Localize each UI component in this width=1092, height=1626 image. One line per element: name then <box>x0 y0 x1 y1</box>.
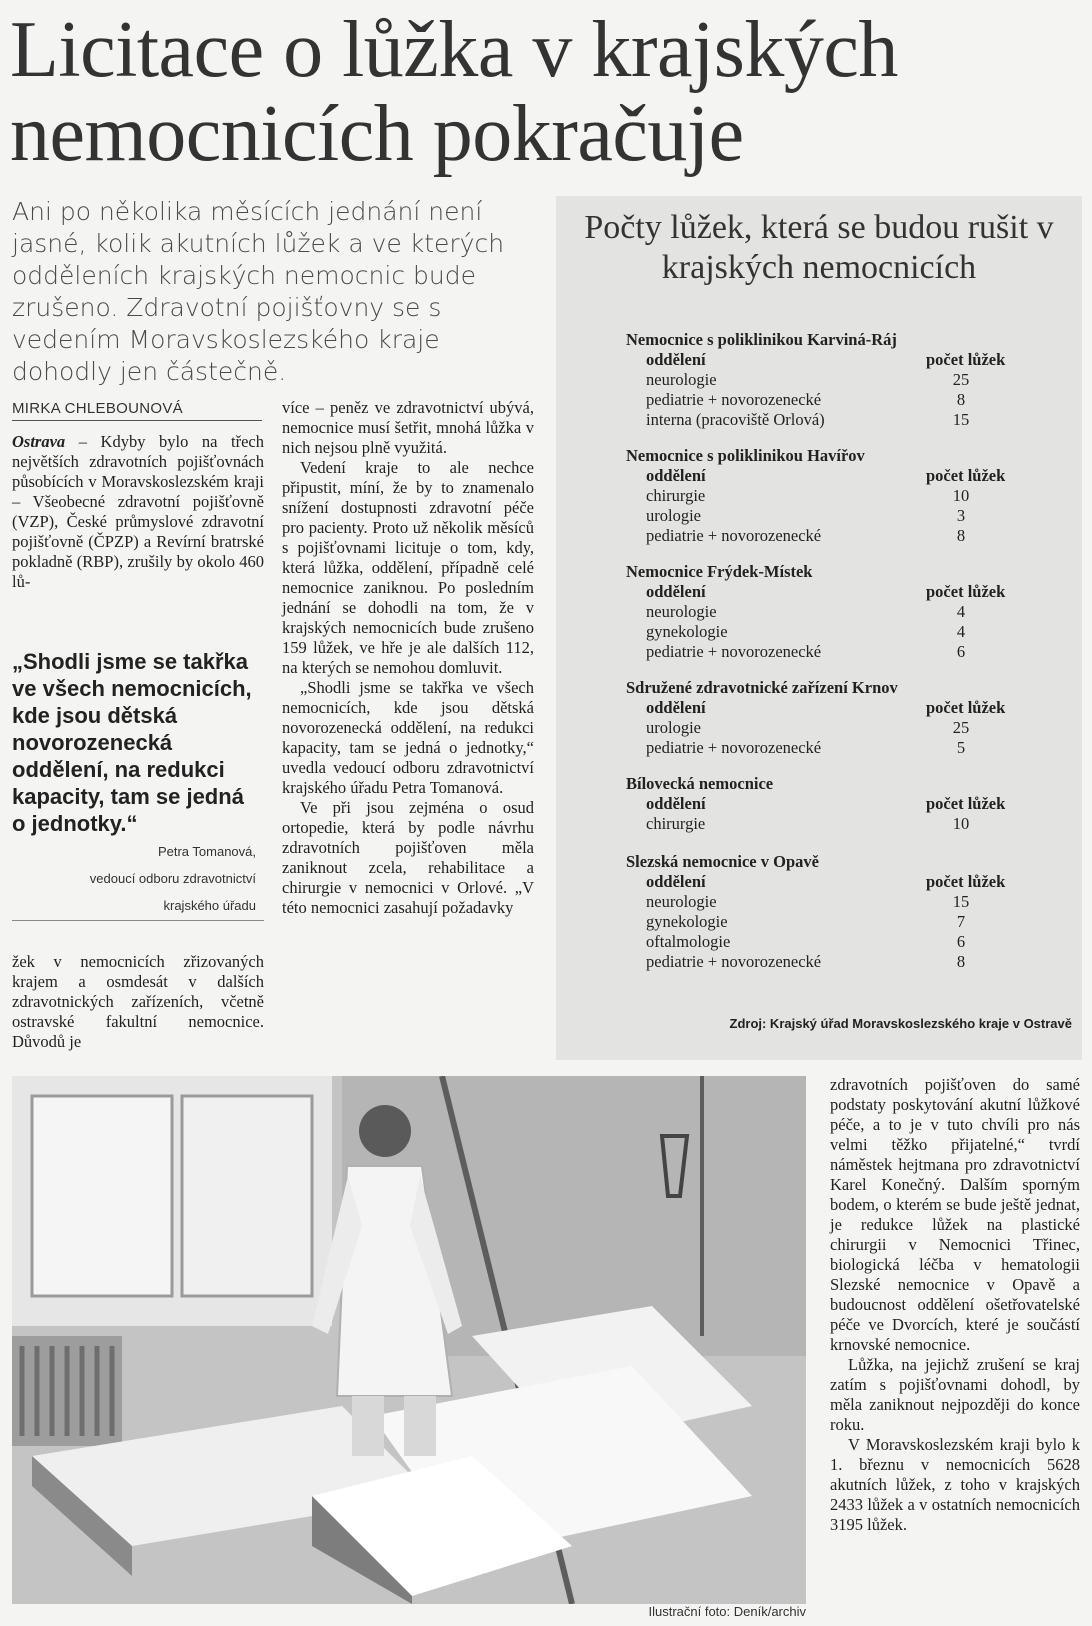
table-row: urologie 25 <box>646 718 970 737</box>
quote-author: Petra Tomanová, <box>157 844 256 859</box>
column-2-paragraph: Vedení kraje to ale nechce připustit, míní, že by to znamenalo snížení dostupnosti zdravotní péče pro pacienty. Proto už několik měsíců s pojišťovnami licituje o tom, kdy, která lůžka, oddělení, případně celé nemocnice zaniknou. Po posledním jednání se dohodli na tom, že v krajských nemocnicích bude zrušeno 159 lůžek, ve hře je ale dalších 112, na kterých se nemohou domluvit. <box>282 458 534 677</box>
hospital-name: Nemocnice s poliklinikou Havířov <box>626 446 865 465</box>
table-row: urologie 3 <box>646 506 966 525</box>
table-row: neurologie 15 <box>646 892 970 911</box>
hospital-name: Slezská nemocnice v Opavě <box>626 852 819 871</box>
table-header: oddělení počet lůžek <box>646 794 1006 813</box>
column-2-paragraph: „Shodli jsme se takřka ve všech nemocnicích, kde jsou dětská novorozenecká oddělení, na redukci kapacity, tam se jedná o jednotky,“ uvedla vedoucí odboru zdravotnictví krajského úřadu Petra Tomanová. <box>282 678 534 797</box>
hospital-name: Nemocnice s poliklinikou Karviná-Ráj <box>626 330 897 349</box>
sidebar-source: Zdroj: Krajský úřad Moravskoslezského kraje v Ostravě <box>729 1016 1072 1031</box>
table-row: chirurgie 10 <box>646 814 970 833</box>
table-row: pediatrie + novorozenecké 6 <box>646 642 966 661</box>
hospital-block <box>626 562 1056 662</box>
table-row: chirurgie 10 <box>646 486 970 505</box>
table-row: neurologie 25 <box>646 370 970 389</box>
table-header: oddělení počet lůžek <box>646 582 1006 601</box>
table-row: neurologie 4 <box>646 602 966 621</box>
hospital-name: Bílovecká nemocnice <box>626 774 774 793</box>
column-2-paragraph: více – peněz ve zdravotnictví ubývá, nemocnice musí šetřit, mnohá lůžka v nich nejsou plně využitá. <box>282 398 534 457</box>
hospital-block <box>626 852 1056 972</box>
table-row: pediatrie + novorozenecké 8 <box>646 390 966 409</box>
dateline-place: Ostrava <box>12 432 66 451</box>
divider <box>12 920 264 921</box>
column-3-paragraph: Lůžka, na jejichž zrušení se kraj zatím s pojišťovnami dohodl, by měla zaniknout nejpozději do konce roku. <box>830 1355 1080 1434</box>
photo-caption: Ilustrační foto: Deník/archiv <box>648 1604 806 1619</box>
table-row: pediatrie + novorozenecké 5 <box>646 738 966 757</box>
byline: MIRKA CHLEBOUNOVÁ <box>12 400 262 421</box>
table-header: oddělení počet lůžek <box>646 350 1006 369</box>
article-column-3 <box>830 1075 1080 1535</box>
hospital-block <box>626 774 1056 834</box>
table-header: oddělení počet lůžek <box>646 466 1006 485</box>
quote-role-2: krajského úřadu <box>163 898 256 913</box>
lead-paragraph: Ani po několika měsících jednání není jasné, kolik akutních lůžek a ve kterých odděleních krajských nemocnic bude zrušeno. Zdravotní pojišťovny se s vedením Moravskoslezského kraje dohodly jen částečně. <box>12 197 505 386</box>
hospital-block <box>626 330 1056 430</box>
column-1-continued-text: žek v nemocnicích zřizovaných krajem a osmdesát v dalších zdravotnických zařízeních, včetně ostravské fakultní nemocnice. Důvodů je <box>12 952 264 1051</box>
column-2-paragraph: Ve při jsou zejména o osud ortopedie, která by podle návrhu zdravotních pojišťoven měla zaniknout zcela, rehabilitace a chirurgie v nemocnici v Orlové. „V této nemocnici zasahují požadavky <box>282 798 534 917</box>
hospital-block <box>626 678 1056 758</box>
table-row: gynekologie 4 <box>646 622 966 641</box>
pull-quote-attribution <box>12 838 256 919</box>
table-row: pediatrie + novorozenecké 8 <box>646 526 966 545</box>
hospital-room-photo <box>12 1076 806 1604</box>
column-1-text: – Kdyby bylo na třech největších zdravotních pojišťovnách působících v Moravskoslezském kraji – Všeobecné zdravotní pojišťovně (VZP), České průmyslové zdravotní pojišťovně (ČPZP) a Revírní bratrské pokladně (RBP), zrušily by okolo 460 lů- <box>12 432 264 591</box>
column-3-paragraph: zdravotních pojišťoven do samé podstaty poskytování akutní lůžkové péče, a to je v tuto chvíli pro nás velmi těžko přijatelné,“ tvrdí náměstek hejtmana pro zdravotnictví Karel Konečný. Dalším sporným bodem, o kterém se bude ještě jednat, je redukce lůžek na plastické chirurgii v Nemocnici Třinec, biologická léčba v hematologii Slezské nemocnice v Opavě a budoucnost oddělení ošetřovatelské péče ve Dvorcích, které je součástí krnovské nemocnice. <box>830 1075 1080 1354</box>
photo-illustration <box>12 1076 806 1604</box>
hospital-name: Sdružené zdravotnické zařízení Krnov <box>626 678 898 697</box>
article-column-1 <box>12 432 264 592</box>
hospital-block <box>626 446 1056 546</box>
sidebar-box <box>556 196 1082 1060</box>
headline: Licitace o lůžka v krajských nemocnicích pokračuje <box>10 6 898 178</box>
pull-quote: „Shodli jsme se takřka ve všech nemocnicích, kde jsou dětská novorozenecká oddělení, na redukci kapacity, tam se jedná o jednotky.“ <box>12 649 252 836</box>
quote-role-1: vedoucí odboru zdravotnictví <box>89 871 256 886</box>
table-header: oddělení počet lůžek <box>646 698 1006 717</box>
table-row: pediatrie + novorozenecké 8 <box>646 952 966 971</box>
table-header: oddělení počet lůžek <box>646 872 1006 891</box>
sidebar-title: Počty lůžek, která se budou rušit v krajských nemocnicích <box>584 209 1054 286</box>
column-3-paragraph: V Moravskoslezském kraji bylo k 1. březnu v nemocnicích 5628 akutních lůžek, z toho v krajských 2433 lůžek a v ostatních nemocnicích 3195 lůžek. <box>830 1435 1080 1534</box>
table-row: oftalmologie 6 <box>646 932 966 951</box>
article-column-2 <box>282 398 534 918</box>
table-row: gynekologie 7 <box>646 912 966 931</box>
article-column-1-continued <box>12 952 264 1052</box>
table-row: interna (pracoviště Orlová) 15 <box>646 410 970 429</box>
hospital-name: Nemocnice Frýdek-Místek <box>626 562 813 581</box>
